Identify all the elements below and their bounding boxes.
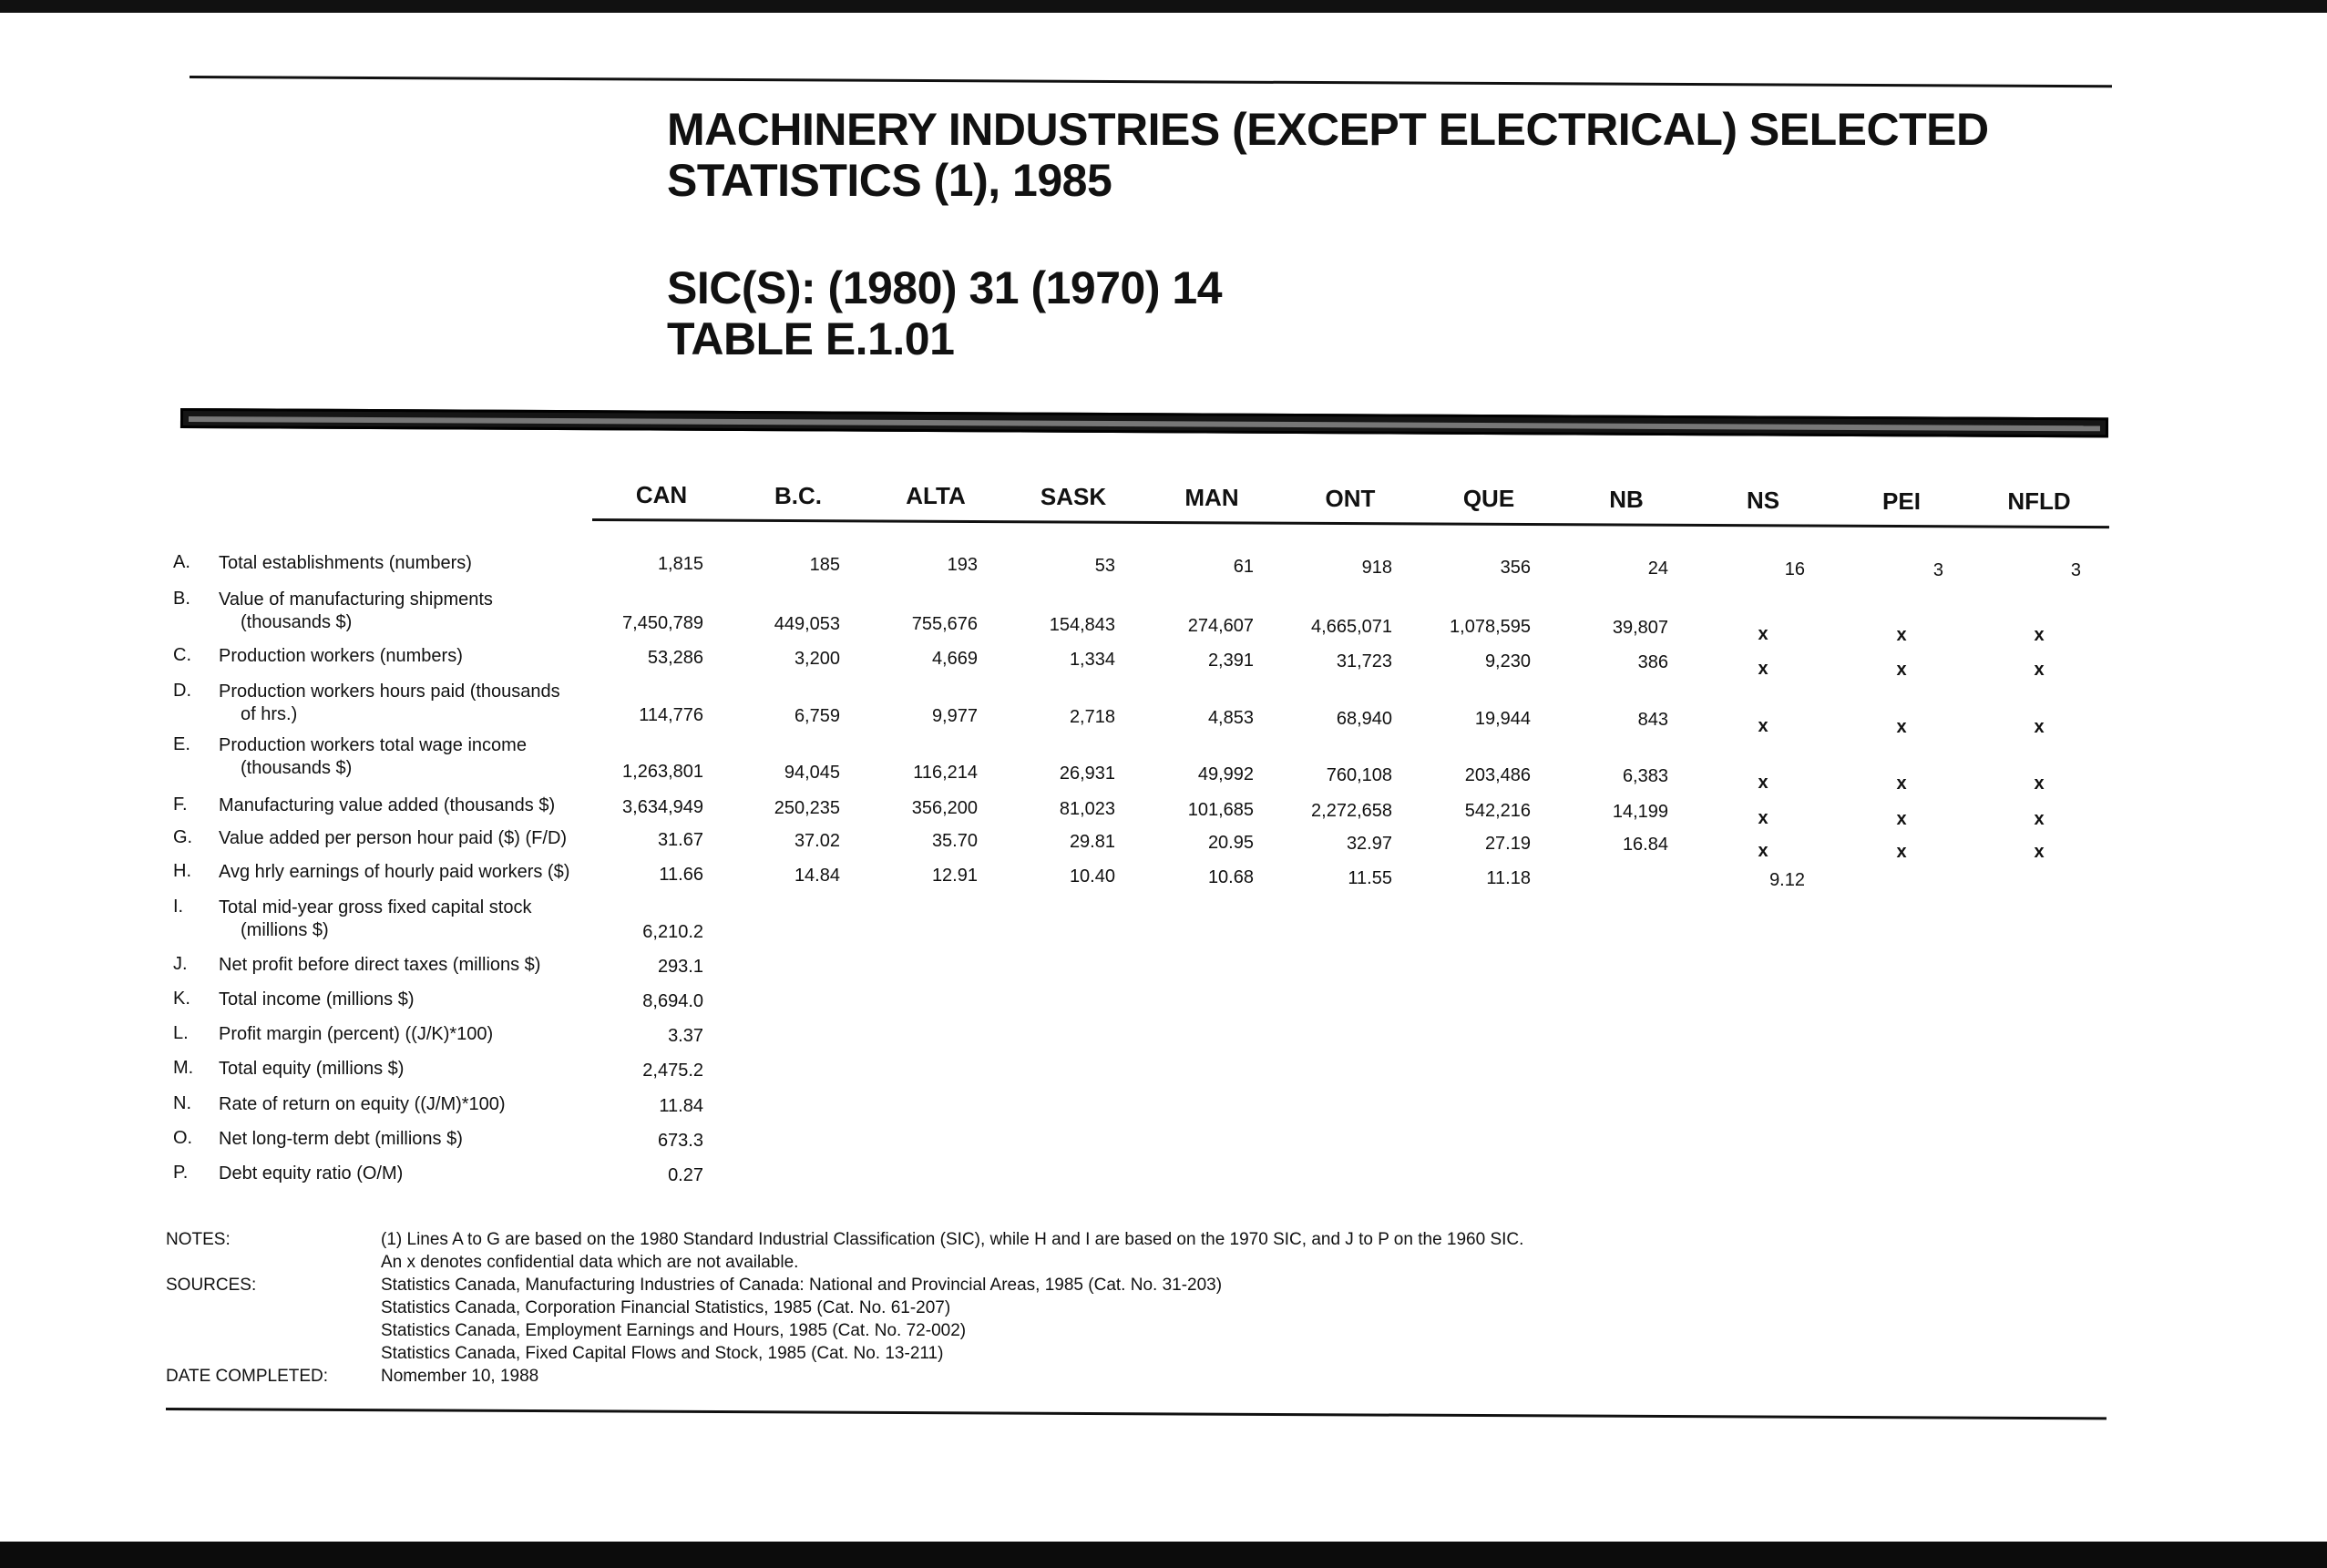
column-header: QUE <box>1462 485 1515 513</box>
table-cell: 12.91 <box>931 866 978 886</box>
table-cell: 37.02 <box>794 830 840 851</box>
source-line: Statistics Canada, Employment Earnings and Hours, 1985 (Cat. No. 72-002) <box>381 1321 967 1340</box>
column-header: CAN <box>635 481 688 508</box>
table-cell: 274,607 <box>1187 615 1254 636</box>
header-bar <box>180 408 2108 437</box>
table-cell: 16.84 <box>1622 835 1668 856</box>
table-cell: 918 <box>1361 557 1392 578</box>
row-label <box>219 645 601 668</box>
row-label <box>219 1093 601 1116</box>
table-cell: 6,759 <box>794 705 840 726</box>
confidential-cell: x <box>2034 774 2045 794</box>
row-label-line: Net long-term debt (millions $) <box>219 1129 463 1149</box>
table-cell: 61 <box>1233 556 1254 577</box>
table-cell: 27.19 <box>1484 834 1531 855</box>
table-cell: 6,210.2 <box>642 922 703 942</box>
source-line: Statistics Canada, Fixed Capital Flows and Stock, 1985 (Cat. No. 13-211) <box>381 1344 944 1363</box>
table-cell: 35.70 <box>931 831 978 852</box>
sources-label: SOURCES: <box>166 1276 257 1295</box>
table-cell: 10.40 <box>1069 866 1115 887</box>
table-cell: 843 <box>1637 710 1668 731</box>
row-letter: N. <box>173 1093 191 1113</box>
row-letter: F. <box>173 794 188 815</box>
column-header: MAN <box>1184 483 1239 511</box>
row-letter: A. <box>173 552 190 572</box>
table-cell: 8,694.0 <box>642 991 703 1011</box>
table-cell: 3 <box>2070 560 2081 581</box>
table-cell: 116,214 <box>913 763 978 784</box>
column-header: SASK <box>1040 483 1107 511</box>
table-cell: 542,216 <box>1464 801 1531 822</box>
row-label-line: Total income (millions $) <box>219 989 415 1009</box>
row-label <box>219 589 601 634</box>
table-cell: 26,931 <box>1059 764 1115 784</box>
row-letter: M. <box>173 1058 194 1078</box>
table-cell: 250,235 <box>774 797 840 818</box>
table-cell: 4,853 <box>1207 707 1254 728</box>
row-label-line: Value of manufacturing shipments <box>219 589 493 610</box>
row-letter: B. <box>173 589 190 609</box>
table-cell: 1,263,801 <box>622 762 703 782</box>
table-cell: 11.55 <box>1348 867 1392 888</box>
column-header: NFLD <box>2007 487 2071 516</box>
column-header: PEI <box>1882 487 1921 515</box>
table-cell: 3,200 <box>794 648 840 669</box>
confidential-cell: x <box>1758 840 1768 861</box>
table-cell: 31,723 <box>1336 651 1392 671</box>
row-label <box>219 1128 601 1151</box>
table-cell: 293.1 <box>657 957 703 977</box>
confidential-cell: x <box>1896 624 1907 645</box>
row-letter: P. <box>173 1163 189 1183</box>
table-cell: 16 <box>1784 559 1805 579</box>
date-completed-label: DATE COMPLETED: <box>166 1367 329 1386</box>
table-cell: 9.12 <box>1769 869 1805 890</box>
scan-bottom-edge <box>0 1542 2327 1568</box>
confidential-cell: x <box>2034 660 2045 681</box>
table-cell: 19,944 <box>1474 709 1531 730</box>
table-cell: 39,807 <box>1612 618 1668 639</box>
row-label-line: Profit margin (percent) ((J/K)*100) <box>219 1024 494 1044</box>
table-cell: 356,200 <box>911 798 978 819</box>
table-cell: 11.66 <box>659 865 703 885</box>
confidential-cell: x <box>2034 842 2045 863</box>
row-letter: E. <box>173 734 190 754</box>
table-cell: 4,665,071 <box>1311 616 1392 637</box>
row-label <box>219 989 601 1011</box>
date-completed-value: Nomember 10, 1988 <box>381 1367 539 1386</box>
table-cell: 193 <box>947 555 978 576</box>
table-cell: 9,230 <box>1484 651 1531 672</box>
table-cell: 81,023 <box>1059 799 1115 820</box>
table-cell: 49,992 <box>1197 764 1254 784</box>
table-cell: 673.3 <box>657 1131 703 1151</box>
row-letter: L. <box>173 1023 189 1043</box>
column-header: NB <box>1609 486 1644 514</box>
row-label <box>219 552 601 575</box>
table-cell: 4,669 <box>931 649 978 670</box>
table-cell: 154,843 <box>1049 615 1115 636</box>
column-header: NS <box>1746 486 1780 514</box>
table-cell: 11.84 <box>659 1096 703 1116</box>
table-cell: 3 <box>1932 559 1943 580</box>
confidential-cell: x <box>1896 716 1907 737</box>
row-label <box>219 827 601 850</box>
sic-codes: SIC(S): (1980) 31 (1970) 14 <box>667 262 1223 313</box>
table-cell: 2,718 <box>1069 707 1115 728</box>
row-label <box>219 681 601 726</box>
title-line-1: MACHINERY INDUSTRIES (EXCEPT ELECTRICAL) SELECTED <box>667 104 1989 155</box>
row-label <box>219 861 601 884</box>
table-cell: 9,977 <box>931 706 978 727</box>
table-cell: 53 <box>1094 556 1115 577</box>
confidential-cell: x <box>1896 773 1907 794</box>
confidential-cell: x <box>1758 772 1768 793</box>
row-label-line: (thousands $) <box>241 612 353 632</box>
table-cell: 1,815 <box>657 554 703 574</box>
table-cell: 7,450,789 <box>622 613 703 633</box>
table-cell: 449,053 <box>774 613 840 634</box>
confidential-cell: x <box>1758 807 1768 828</box>
row-label-line: Total equity (millions $) <box>219 1059 405 1079</box>
table-cell: 3,634,949 <box>622 797 703 817</box>
confidential-cell: x <box>1896 841 1907 862</box>
scan-top-edge <box>0 0 2327 13</box>
table-cell: 185 <box>809 554 840 575</box>
table-cell: 32.97 <box>1346 833 1392 854</box>
table-cell: 3.37 <box>668 1026 703 1046</box>
row-label-line: Production workers hours paid (thousands <box>219 682 560 702</box>
row-letter: K. <box>173 989 190 1009</box>
source-line: Statistics Canada, Corporation Financial Statistics, 1985 (Cat. No. 61-207) <box>381 1298 951 1317</box>
table-cell: 20.95 <box>1207 832 1254 853</box>
row-label-line: Net profit before direct taxes (millions $) <box>219 955 541 975</box>
confidential-cell: x <box>1758 715 1768 736</box>
confidential-cell: x <box>1758 623 1768 644</box>
row-letter: C. <box>173 645 191 665</box>
row-label <box>219 954 601 977</box>
column-header: B.C. <box>774 481 822 509</box>
row-label-line: of hrs.) <box>241 704 298 724</box>
row-label-line: Debt equity ratio (O/M) <box>219 1163 404 1184</box>
table-cell: 24 <box>1647 559 1668 579</box>
table-cell: 2,272,658 <box>1311 800 1392 821</box>
table-cell: 68,940 <box>1336 708 1392 729</box>
table-cell: 1,078,595 <box>1450 617 1531 638</box>
confidential-cell: x <box>1896 808 1907 829</box>
table-cell: 760,108 <box>1326 764 1392 785</box>
row-label-line: Manufacturing value added (thousands $) <box>219 795 556 815</box>
row-label-line: (millions $) <box>241 920 329 940</box>
table-cell: 755,676 <box>911 614 978 635</box>
confidential-cell: x <box>2034 809 2045 830</box>
row-label-line: Total establishments (numbers) <box>219 553 472 573</box>
row-label <box>219 1058 601 1081</box>
row-label <box>219 897 601 942</box>
table-cell: 101,685 <box>1187 799 1254 820</box>
row-label-line: Avg hrly earnings of hourly paid workers ($) <box>219 862 570 882</box>
row-label-line: Production workers total wage income <box>219 735 527 755</box>
confidential-cell: x <box>1758 658 1768 679</box>
title-line-2: STATISTICS (1), 1985 <box>667 155 1112 206</box>
table-cell: 203,486 <box>1464 765 1531 786</box>
table-cell: 14,199 <box>1612 802 1668 823</box>
row-letter: J. <box>173 954 188 974</box>
title-block <box>667 104 2143 364</box>
row-label-line: (thousands $) <box>241 758 353 778</box>
row-label-line: Total mid-year gross fixed capital stock <box>219 897 532 917</box>
row-letter: O. <box>173 1128 193 1148</box>
row-label <box>219 1023 601 1046</box>
confidential-cell: x <box>1896 659 1907 680</box>
row-label-line: Production workers (numbers) <box>219 646 463 666</box>
row-label <box>219 794 601 817</box>
note-line: (1) Lines A to G are based on the 1980 Standard Industrial Classification (SIC), while H and I are based on the 1970 SIC, and J to P on the 1960 SIC. <box>381 1230 1524 1249</box>
table-cell: 11.18 <box>1486 868 1531 889</box>
row-letter: H. <box>173 861 191 881</box>
row-letter: I. <box>173 897 184 917</box>
table-cell: 10.68 <box>1207 866 1254 887</box>
row-letter: G. <box>173 827 193 847</box>
row-label <box>219 1163 601 1185</box>
table-cell: 2,475.2 <box>642 1061 703 1081</box>
row-label-line: Value added per person hour paid ($) (F/D) <box>219 828 568 848</box>
table-cell: 94,045 <box>784 762 840 783</box>
confidential-cell: x <box>2034 717 2045 738</box>
column-header: ONT <box>1325 484 1376 512</box>
table-cell: 2,391 <box>1207 650 1254 671</box>
row-letter: D. <box>173 681 191 701</box>
table-cell: 1,334 <box>1069 650 1115 671</box>
bottom-rule <box>166 1408 2107 1419</box>
top-rule <box>190 76 2112 87</box>
column-header-rule <box>592 518 2109 528</box>
note-line: An x denotes confidential data which are not available. <box>381 1253 799 1272</box>
table-cell: 386 <box>1637 652 1668 673</box>
table-id: TABLE E.1.01 <box>667 313 955 364</box>
table-cell: 14.84 <box>794 865 840 886</box>
table-cell: 53,286 <box>647 648 703 668</box>
table-cell: 6,383 <box>1622 766 1668 787</box>
row-label-line: Rate of return on equity ((J/M)*100) <box>219 1094 506 1114</box>
table-cell: 29.81 <box>1069 832 1115 853</box>
confidential-cell: x <box>2034 625 2045 646</box>
source-line: Statistics Canada, Manufacturing Industries of Canada: National and Provincial Areas, 1985 (Cat. No. 31-203) <box>381 1276 1223 1295</box>
table-cell: 356 <box>1500 558 1531 579</box>
row-label <box>219 734 601 780</box>
table-cell: 31.67 <box>657 830 703 850</box>
notes-label: NOTES: <box>166 1230 231 1249</box>
table-cell: 0.27 <box>668 1165 703 1185</box>
table-cell: 114,776 <box>639 705 703 725</box>
column-header: ALTA <box>906 482 966 510</box>
